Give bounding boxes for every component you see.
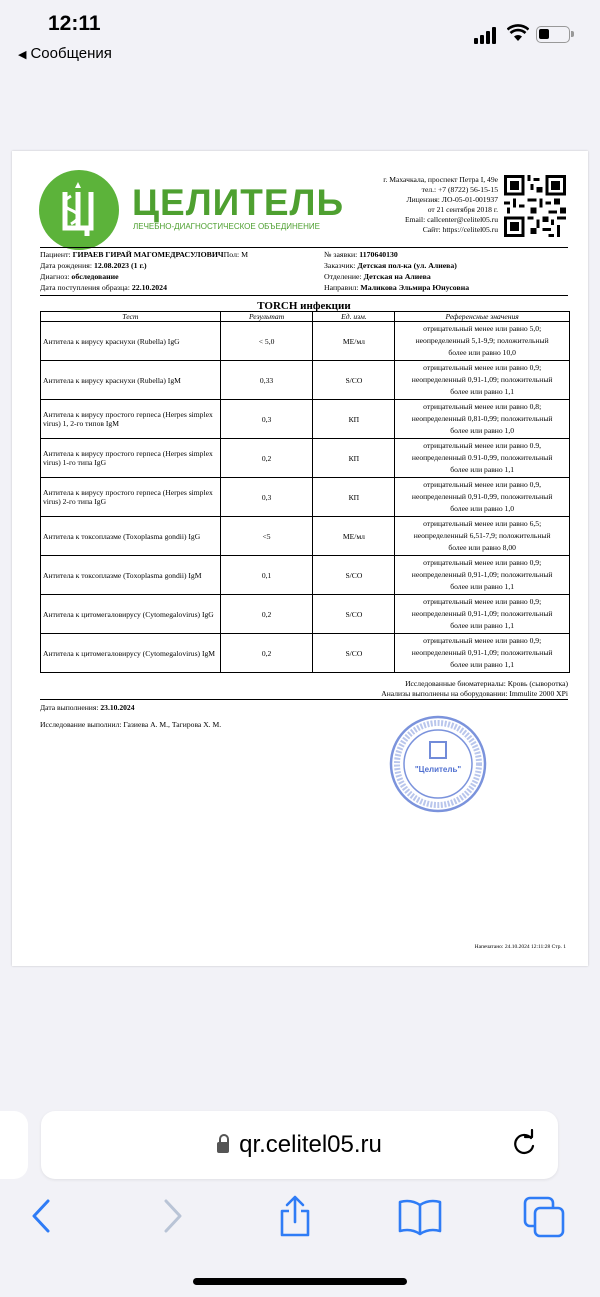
share-icon[interactable] <box>276 1195 314 1239</box>
test-name-cell: Антитела к токсоплазме (Toxoplasma gondii) IgM <box>41 556 221 595</box>
reference-line: более или равно 1,0 <box>450 426 515 435</box>
battery-icon <box>536 26 570 43</box>
test-name-cell: Антитела к токсоплазме (Toxoplasma gondii) IgG <box>41 517 221 556</box>
back-nav-icon[interactable] <box>28 1195 56 1239</box>
reference-line: неопределенный 0,81-0,99; положительный <box>411 414 553 423</box>
reference-cell <box>395 634 570 673</box>
field-label: Заказчик: <box>324 261 358 270</box>
field-label: Пациент: <box>40 250 73 259</box>
referrer: Маликова Эльмира Юнусовна <box>360 283 470 292</box>
unit-cell: МЕ/мл <box>313 322 395 361</box>
lab-report-document <box>12 151 588 966</box>
reload-icon[interactable] <box>509 1129 539 1159</box>
stamp-text: "Целитель" <box>414 765 462 774</box>
home-indicator <box>193 1278 407 1285</box>
result-cell: 0,3 <box>220 478 313 517</box>
birth-date-row <box>40 260 330 271</box>
order-number: 1170640130 <box>359 250 398 259</box>
url-text: qr.celitel05.ru <box>239 1131 382 1158</box>
back-label: Сообщения <box>30 45 112 62</box>
brand-tagline: ЛЕЧЕБНО-ДИАГНОСТИЧЕСКОЕ ОБЪЕДИНЕНИЕ <box>133 222 320 231</box>
customer-row <box>324 260 574 271</box>
result-cell: < 5,0 <box>220 322 313 361</box>
contact-line: г. Махачкала, проспект Петра I, 49е <box>383 175 498 184</box>
contact-line: Лицензия: ЛО-05-01-001937 <box>406 195 498 204</box>
clinic-stamp-icon <box>388 714 488 814</box>
unit-cell: КП <box>313 478 395 517</box>
test-name-cell: Антитела к вирусу краснухи (Rubella) IgM <box>41 361 221 400</box>
field-label: Отделение: <box>324 272 364 281</box>
sample-date: 22.10.2024 <box>131 283 167 292</box>
reference-line: отрицательный менее или равно 0.9, <box>423 441 542 450</box>
patient-sex: Пол: М <box>223 250 249 259</box>
table-row <box>41 634 570 673</box>
column-header: Референсные значения <box>395 312 570 322</box>
order-info <box>324 249 574 293</box>
department: Детская на Алиева <box>363 272 431 281</box>
divider <box>40 295 568 296</box>
reference-line: отрицательный менее или равно 5,0; <box>423 324 542 333</box>
reference-line: более или равно 1,1 <box>450 387 515 396</box>
reference-line: более или равно 1,1 <box>450 582 515 591</box>
table-title: TORCH инфекции <box>257 300 351 312</box>
reference-line: более или равно 1,1 <box>450 465 515 474</box>
reference-line: отрицательный менее или равно 0,9; <box>423 597 542 606</box>
result-cell: 0,2 <box>220 634 313 673</box>
divider <box>40 699 568 700</box>
patient-name-row <box>40 249 330 260</box>
column-header: Результат <box>220 312 313 322</box>
table-header-row <box>41 312 570 322</box>
referrer-row <box>324 282 574 293</box>
reference-line: неопределенный 0,91-1,09; положительный <box>411 375 553 384</box>
unit-cell: S/CO <box>313 556 395 595</box>
test-name-cell: Антитела к цитомегаловирусу (Cytomegalovirus) IgG <box>41 595 221 634</box>
cellular-signal-icon <box>474 26 500 44</box>
result-cell: 0,3 <box>220 400 313 439</box>
result-cell: 0,33 <box>220 361 313 400</box>
tabs-icon[interactable] <box>522 1195 568 1239</box>
department-row <box>324 271 574 282</box>
reference-line: неопределенный 0,91-1,09; положительный <box>411 570 553 579</box>
test-name-cell: Антитела к вирусу краснухи (Rubella) IgG <box>41 322 221 361</box>
reference-line: неопределенный 0,91-1,09; положительный <box>411 609 553 618</box>
reference-cell <box>395 322 570 361</box>
execution-date-row <box>40 701 221 714</box>
reference-line: отрицательный менее или равно 0,8; <box>423 402 542 411</box>
reference-line: отрицательный менее или равно 0,9; <box>423 636 542 645</box>
qr-code-icon <box>504 175 566 237</box>
printed-timestamp: Напечатано: 24.10.2024 12:11:28 Стр. 1 <box>474 944 566 950</box>
field-label: Дата рождения: <box>40 261 94 270</box>
brand-name: ЦЕЛИТЕЛЬ <box>132 182 345 223</box>
field-label: Дата поступления образца: <box>40 283 132 292</box>
reference-line: отрицательный менее или равно 6,5; <box>423 519 542 528</box>
bookmarks-icon[interactable] <box>397 1195 443 1239</box>
patient-info <box>40 249 330 293</box>
biomaterial-info <box>212 679 568 699</box>
contact-line: тел.: +7 (8722) 56-15-15 <box>421 185 498 194</box>
reference-line: отрицательный менее или равно 0,9, <box>423 480 542 489</box>
test-name-cell: Антитела к вирусу простого герпеса (Herpes simplex virus) 1, 2-го типов IgM <box>41 400 221 439</box>
forward-nav-icon[interactable] <box>158 1195 186 1239</box>
field-label: Дата выполнения: <box>40 703 101 712</box>
reference-line: более или равно 8,00 <box>448 543 516 552</box>
unit-cell: S/CO <box>313 634 395 673</box>
contact-line: Сайт: https://celitel05.ru <box>422 225 498 234</box>
reference-line: отрицательный менее или равно 0,9; <box>423 363 542 372</box>
address-bar[interactable] <box>41 1111 558 1179</box>
diagnosis: обследование <box>71 272 119 281</box>
contact-line: от 21 сентября 2018 г. <box>427 205 498 214</box>
equipment: Анализы выполнены на оборудовании: Immulite 2000 XPi <box>381 689 568 698</box>
celitel-logo-icon <box>39 170 119 250</box>
test-name-cell: Антитела к цитомегаловирусу (Cytomegalovirus) IgM <box>41 634 221 673</box>
table-row <box>41 361 570 400</box>
order-number-row <box>324 249 574 260</box>
reference-cell <box>395 595 570 634</box>
reference-line: неопределенный 0,91-0,99, положительный <box>411 492 553 501</box>
result-cell: 0,2 <box>220 439 313 478</box>
results-table <box>40 311 570 673</box>
diagnosis-row <box>40 271 330 282</box>
sample-date-row <box>40 282 330 293</box>
result-cell: <5 <box>220 517 313 556</box>
contact-line: Email: callcenter@celitel05.ru <box>404 215 498 224</box>
unit-cell: КП <box>313 400 395 439</box>
reference-cell <box>395 400 570 439</box>
execution-info <box>40 701 221 731</box>
wifi-icon <box>507 24 529 42</box>
execution-date: 23.10.2024 <box>100 703 135 712</box>
clinic-contacts <box>312 175 498 235</box>
table-row <box>41 322 570 361</box>
unit-cell: S/CO <box>313 595 395 634</box>
table-row <box>41 517 570 556</box>
reference-cell <box>395 517 570 556</box>
reference-cell <box>395 478 570 517</box>
column-header: Тест <box>41 312 221 322</box>
table-row <box>41 400 570 439</box>
table-row <box>41 595 570 634</box>
unit-cell: МЕ/мл <box>313 517 395 556</box>
test-name-cell: Антитела к вирусу простого герпеса (Herpes simplex virus) 2-го типа IgG <box>41 478 221 517</box>
back-to-messages-button[interactable] <box>18 45 112 62</box>
reference-line: более или равно 1,0 <box>450 504 515 513</box>
reference-line: неопределенный 0,91-1,09; положительный <box>411 648 553 657</box>
previous-tab-preview[interactable] <box>0 1111 28 1179</box>
field-label: Направил: <box>324 283 361 292</box>
test-name-cell: Антитела к вирусу простого герпеса (Herpes simplex virus) 1-го типа IgG <box>41 439 221 478</box>
birth-date: 12.08.2023 (1 г.) <box>93 261 147 270</box>
reference-line: отрицательный менее или равно 0,9; <box>423 558 542 567</box>
table-row <box>41 439 570 478</box>
patient-name: ГИРАЕВ ГИРАЙ МАГОМЕДРАСУЛОВИЧ <box>72 250 224 259</box>
performed-by: Исследование выполнил: Газиева А. М., Тагирова Х. М. <box>40 720 222 729</box>
field-label: № заявки: <box>324 250 360 259</box>
biomaterial: Исследованные биоматериалы: Кровь (сыворотка) <box>405 679 568 688</box>
field-label: Диагноз: <box>40 272 72 281</box>
result-cell: 0,2 <box>220 595 313 634</box>
lock-icon <box>217 1142 229 1153</box>
reference-cell <box>395 439 570 478</box>
status-bar <box>0 0 600 70</box>
reference-cell <box>395 556 570 595</box>
unit-cell: КП <box>313 439 395 478</box>
reference-cell <box>395 361 570 400</box>
table-row <box>41 556 570 595</box>
result-cell: 0,1 <box>220 556 313 595</box>
unit-cell: S/CO <box>313 361 395 400</box>
back-triangle-icon: ◀ <box>18 49 27 61</box>
reference-line: более или равно 1,1 <box>450 621 515 630</box>
customer: Детская пол-ка (ул. Алиева) <box>357 261 457 270</box>
reference-line: неопределенный 0.91-0,99, положительный <box>411 453 553 462</box>
reference-line: более или равно 10,0 <box>448 348 516 357</box>
reference-line: более или равно 1,1 <box>450 660 515 669</box>
column-header: Ед. изм. <box>313 312 395 322</box>
reference-line: неопределенный 5,1-9,9; положительный <box>415 336 549 345</box>
clock: 12:11 <box>48 12 101 35</box>
divider <box>40 247 568 248</box>
reference-line: неопределенный 6,51-7,9; положительный <box>413 531 551 540</box>
table-row <box>41 478 570 517</box>
